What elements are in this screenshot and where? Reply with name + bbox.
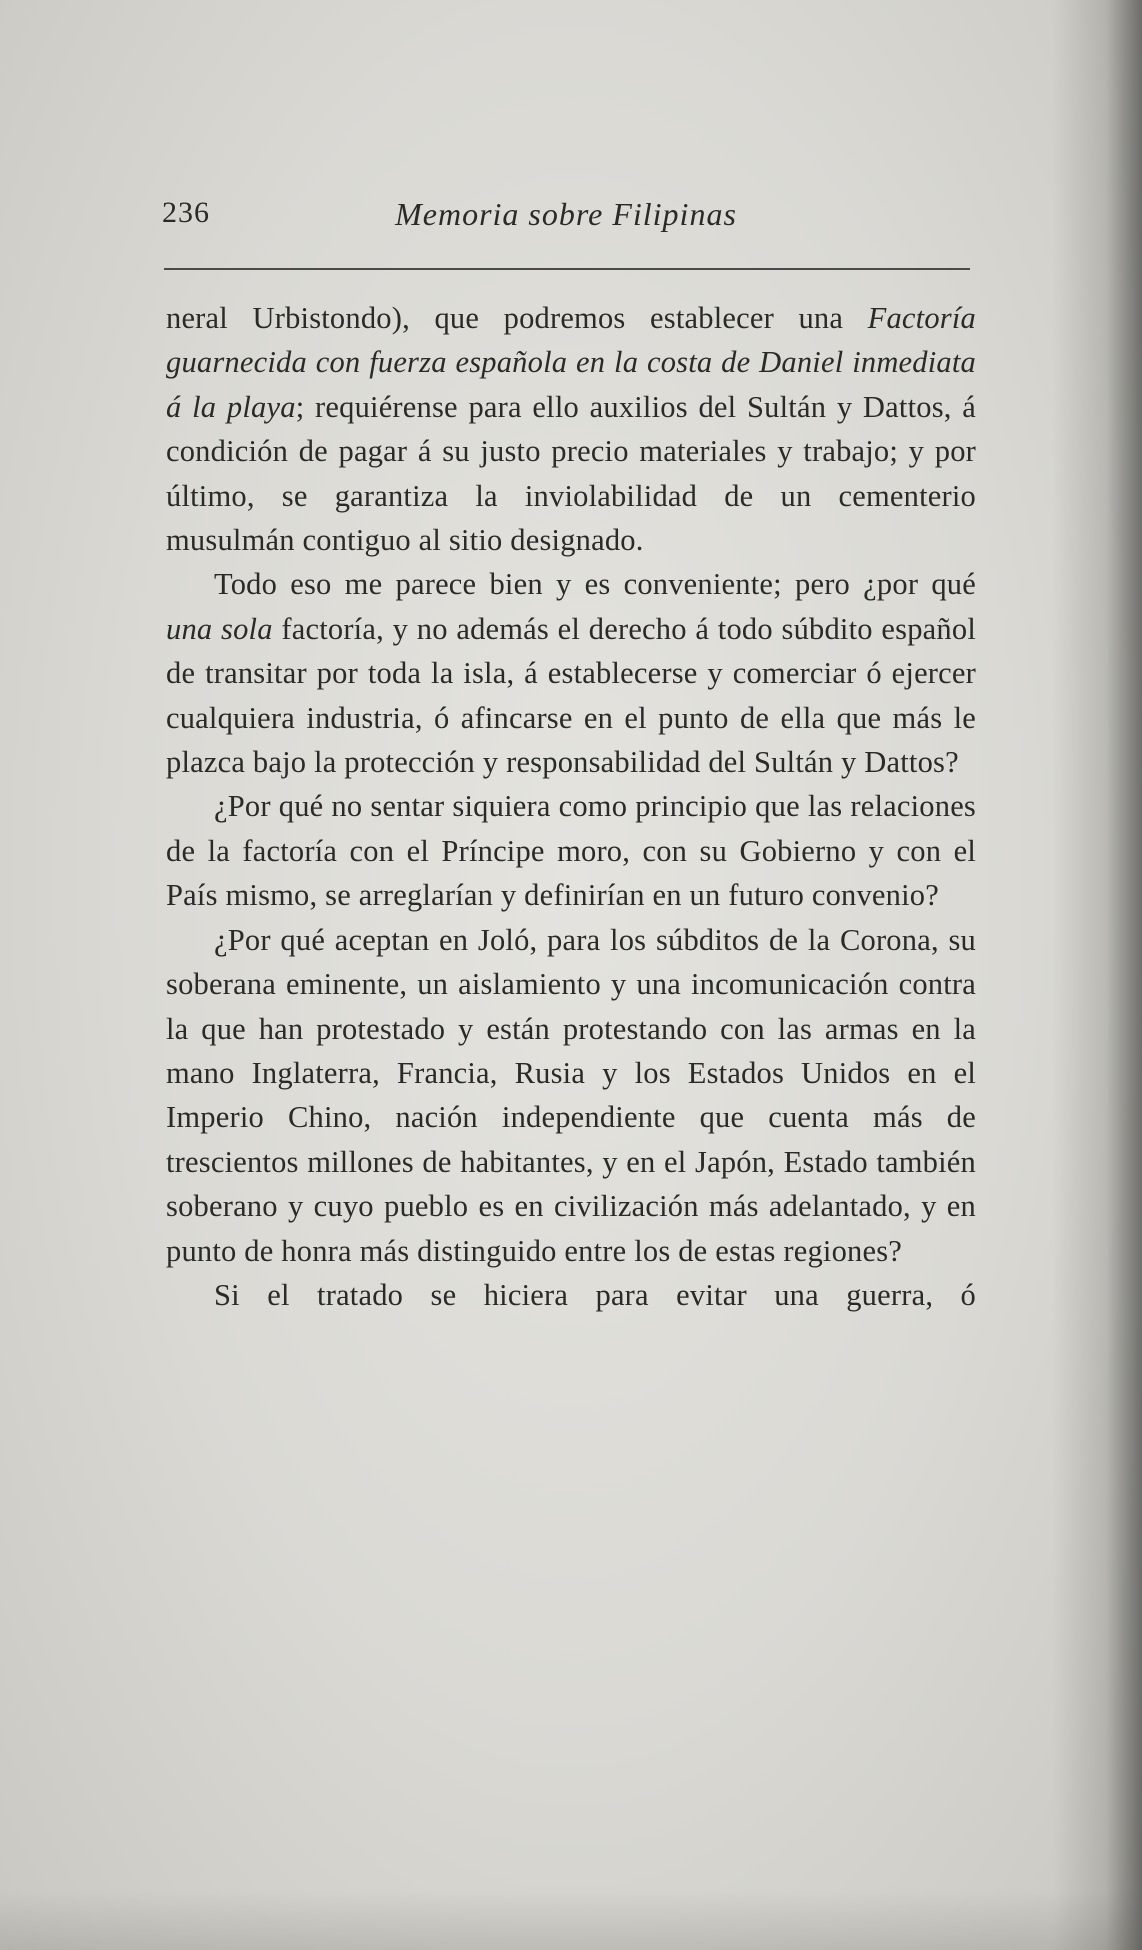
paragraph-1-text-b: ; requiérense para ello auxilios del Sultán y Dattos, á condición de pagar á su justo precio materiales y trabajo; y por último, se garantiza la inviolabilidad de un cementerio musulmán contiguo al sitio designado. bbox=[166, 389, 976, 558]
running-title: Memoria sobre Filipinas bbox=[395, 196, 737, 232]
paragraph-2-text-b: factoría, y no además el derecho á todo súbdito español de transitar por toda la isla, á establecerse y comerciar ó ejercer cualquiera industria, ó afincarse en el punto de ella que más le plazca bajo la protección y responsabilidad del Sultán y Dattos? bbox=[166, 611, 976, 780]
paragraph-2-italic: una sola bbox=[166, 611, 273, 646]
paragraph-1-text-a: neral Urbistondo), que podremos establecer una bbox=[166, 301, 868, 335]
paragraph-1 bbox=[166, 296, 976, 562]
paragraph-4: ¿Por qué aceptan en Joló, para los súbditos de la Corona, su soberana eminente, un aislamiento y una incomunicación contra la que han protestado y están protestando con las armas en la mano Inglaterra, Francia, Rusia y los Estados Unidos en el Imperio Chino, nación independiente que cuenta más de trescientos millones de habitantes, y en el Japón, Estado también soberano y cuyo pueblo es en civilización más adelantado, y en punto de honra más distinguido entre los de estas regiones? bbox=[166, 922, 976, 1268]
page-bottom-shadow bbox=[0, 1890, 1142, 1950]
page-number: 236 bbox=[162, 196, 210, 229]
header-rule bbox=[164, 268, 970, 270]
body-text bbox=[166, 296, 976, 1317]
paragraph-3: ¿Por qué no sentar siquiera como principio que las relaciones de la factoría con el Príncipe moro, con su Gobierno y con el País mismo, se arreglarían y definirían en un futuro convenio? bbox=[166, 789, 976, 913]
paragraph-2-text-a: Todo eso me parece bien y es conveniente; pero ¿por qué bbox=[214, 567, 976, 602]
page-header bbox=[162, 196, 970, 246]
paragraph-1-italic: Factoría guarnecida con fuerza española en la costa de Daniel inmediata á la playa bbox=[166, 301, 976, 424]
page-edge-shadow bbox=[1052, 0, 1142, 1950]
paragraph-5: Si el tratado se hiciera para evitar una guerra, ó bbox=[214, 1277, 976, 1312]
paragraph-2 bbox=[166, 562, 976, 784]
